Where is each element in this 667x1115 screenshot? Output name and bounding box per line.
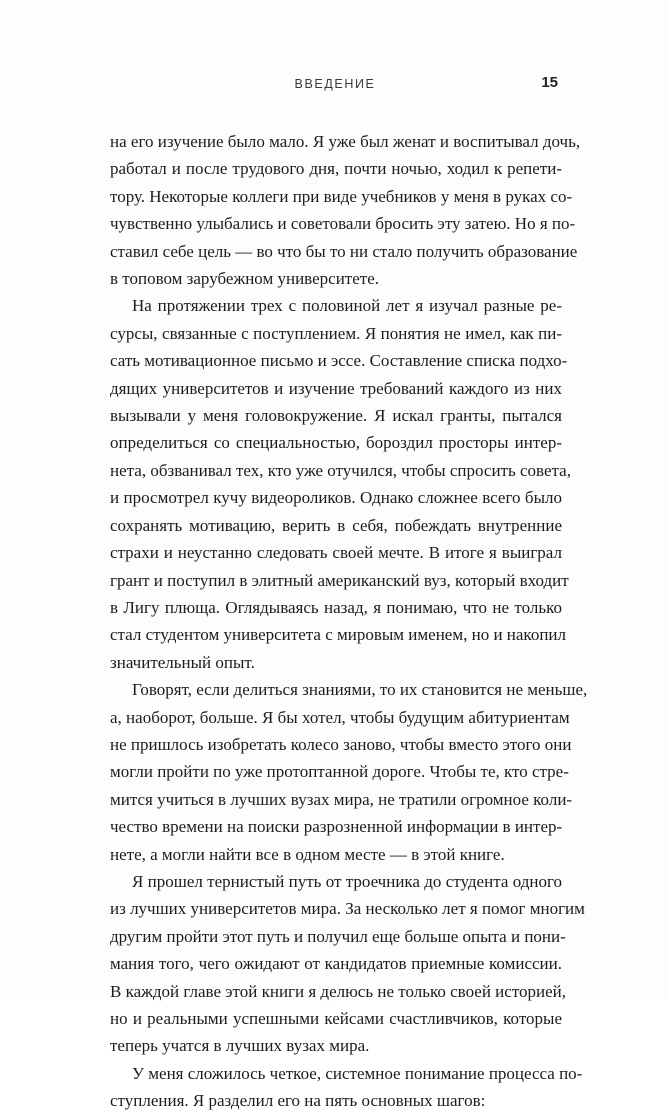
text-line: мания того, чего ожидают от кандидатов приемные комиссии. [110,954,562,974]
text-line: Говорят, если делиться знаниями, то их становится не меньше, [132,680,588,700]
page-number: 15 [541,74,558,91]
paragraph [110,868,585,1060]
text-line: на его изучение было мало. Я уже был женат и воспитывал дочь, [110,132,581,151]
text-line: нете, а могли найти все в одном месте — в этой книге. [110,844,505,864]
paragraph [110,292,571,676]
text-line: У меня сложилось четкое, системное понимание процесса по- [132,1063,583,1083]
body-text [110,128,588,1115]
text-line: грант и поступил в элитный американский вуз, который входит [110,570,569,590]
paragraph [110,1060,583,1115]
text-line: другим пройти этот путь и получил еще больше опыта и пони- [110,926,566,946]
text-line: чувственно улыбались и советовали бросить эту затею. Но я по- [110,214,576,234]
text-line: вызывали у меня головокружение. Я искал гранты, пытался [110,406,562,426]
paragraph [110,128,581,292]
text-line: ставил себе цель — во что бы то ни стало получить образование [110,241,578,261]
text-line: но и реальными успешными кейсами счастливчиков, которые [110,1009,562,1028]
text-line: определиться со специальностью, бороздил просторы интер- [110,433,562,453]
text-line: и просмотрел кучу видеороликов. Однако сложнее всего было [110,488,562,508]
text-line: из лучших университетов мира. За несколько лет я помог многим [110,899,585,919]
text-line: могли пройти по уже протоптанной дороге. Чтобы те, кто стре- [110,762,569,782]
text-line: сурсы, связанные с поступлением. Я понятия не имел, как пи- [110,323,562,343]
text-line: В каждой главе этой книги я делюсь не только своей историей, [110,981,567,1001]
text-line: а, наоборот, больше. Я бы хотел, чтобы будущим абитуриентам [110,707,570,727]
text-line: работал и после трудового дня, почти ночью, ходил к репети- [110,159,562,179]
paragraph [110,676,588,868]
text-line: чество времени на поиски разрозненной информации в интер- [110,817,563,837]
text-line: значительный опыт. [110,652,255,672]
section-title: ВВЕДЕНИЕ [294,77,376,91]
text-line: стал студентом университета с мировым именем, но и накопил [110,625,567,645]
text-line: Я прошел тернистый путь от троечника до студента одного [132,871,562,891]
text-line: ступления. Я разделил его на пять основных шагов: [110,1091,486,1111]
text-line: мится учиться в лучших вузах мира, не тратили огромное коли- [110,789,573,809]
text-line: страхи и неустанно следовать своей мечте. В итоге я выиграл [110,543,562,563]
text-line: сохранять мотивацию, верить в себя, побеждать внутренние [110,515,562,535]
text-line: нета, обзванивал тех, кто уже отучился, чтобы спросить совета, [110,460,571,480]
text-line: дящих университетов и изучение требований каждого из них [110,378,562,398]
text-line: в топовом зарубежном университете. [110,269,379,289]
text-line: в Лигу плюща. Оглядываясь назад, я понимаю, что не только [110,597,562,617]
text-line: На протяжении трех с половиной лет я изучал разные ре- [132,296,562,316]
text-line: не пришлось изобретать колесо заново, чтобы вместо этого они [110,734,572,754]
text-line: теперь учатся в лучших вузах мира. [110,1036,370,1056]
text-line: сать мотивационное письмо и эссе. Составление списка подхо- [110,351,568,371]
text-line: тору. Некоторые коллеги при виде учебников у меня в руках со- [110,186,573,206]
running-head [109,74,561,96]
